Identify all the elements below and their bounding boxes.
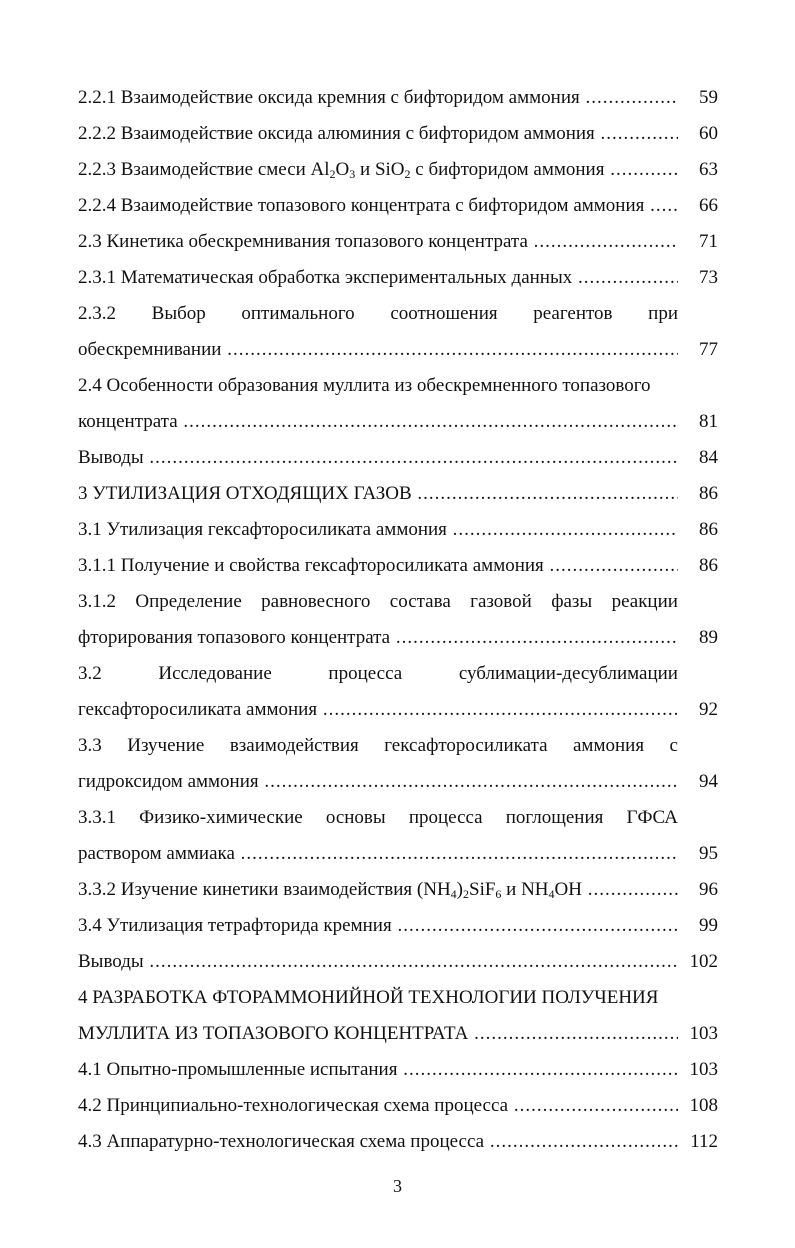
toc-entry-page: 96 (699, 879, 718, 900)
toc-entry-title: 3.3 Изучение взаимодействия гексафторосиликата аммония с (78, 735, 678, 756)
toc-entry[interactable] (72, 1019, 720, 1049)
toc-entry[interactable] (72, 1127, 720, 1157)
toc-entry-page: 99 (699, 915, 718, 936)
toc-entry[interactable] (72, 1055, 720, 1085)
toc-entry-title: 3.3.2 Изучение кинетики взаимодействия $(NH_4)_2SiF_6$ и $NH_4OH$ ..... (78, 875, 678, 905)
toc-entry[interactable] (72, 407, 720, 437)
toc-entry[interactable] (72, 623, 720, 653)
toc-entry[interactable] (72, 191, 720, 221)
toc-entry[interactable] (72, 1091, 720, 1121)
toc-entry-title: раствором аммиака ..... (78, 839, 678, 869)
toc-entry[interactable] (72, 479, 720, 509)
toc-entry-page: 103 (689, 1023, 718, 1044)
toc-entry-page: 84 (699, 447, 718, 468)
toc-entry-title: 2.3.2 Выбор оптимального соотношения реагентов при (78, 303, 678, 324)
toc-entry[interactable] (72, 227, 720, 257)
toc-entry-first-line[interactable] (72, 587, 720, 617)
toc-entry[interactable] (72, 83, 720, 113)
toc-entry-page: 63 (699, 159, 718, 180)
toc-entry[interactable] (72, 443, 720, 473)
toc-entry-title: 4 РАЗРАБОТКА ФТОРАММОНИЙНОЙ ТЕХНОЛОГИИ ПОЛУЧЕНИЯ (78, 987, 659, 1008)
toc-entry-title: 2.2.4 Взаимодействие топазового концентрата с бифторидом аммония ..... (78, 191, 678, 221)
toc-entry-page: 81 (699, 411, 718, 432)
toc-entry-title: 2.2.1 Взаимодействие оксида кремния с бифторидом аммония ..... (78, 83, 678, 113)
toc-entry-page: 92 (699, 699, 718, 720)
toc-entry[interactable] (72, 515, 720, 545)
toc-entry-page: 86 (699, 519, 718, 540)
toc-entry-page: 95 (699, 843, 718, 864)
toc-entry-title: 2.4 Особенности образования муллита из обескремненного топазового (78, 375, 651, 396)
toc-entry-title: концентрата ..... (78, 407, 678, 437)
toc-entry[interactable] (72, 947, 720, 977)
toc-entry-page: 102 (689, 951, 718, 972)
toc-entry-page: 71 (699, 231, 718, 252)
toc-entry[interactable] (72, 911, 720, 941)
toc-entry-title: 3.4 Утилизация тетрафторида кремния ..... (78, 911, 678, 941)
toc-entry-first-line[interactable] (72, 371, 720, 401)
toc-entry-title: МУЛЛИТА ИЗ ТОПАЗОВОГО КОНЦЕНТРАТА ..... (78, 1019, 678, 1049)
toc-entry[interactable] (72, 263, 720, 293)
toc-entry-title: 3.1 Утилизация гексафторосиликата аммония ..... (78, 515, 678, 545)
toc-entry-page: 59 (699, 87, 718, 108)
toc-entry-page: 89 (699, 627, 718, 648)
toc-entry[interactable] (72, 155, 720, 185)
toc-entry-first-line[interactable] (72, 803, 720, 833)
toc-entry-title: Выводы ..... (78, 443, 678, 473)
toc-entry-title: обескремнивании ..... (78, 335, 678, 365)
toc-entry-page: 103 (689, 1059, 718, 1080)
toc-entry[interactable] (72, 839, 720, 869)
toc-entry-first-line[interactable] (72, 983, 720, 1013)
toc-entry[interactable] (72, 119, 720, 149)
toc-entry-title: 2.3 Кинетика обескремнивания топазового концентрата ..... (78, 227, 678, 257)
toc-entry-title: 3.3.1 Физико-химические основы процесса поглощения ГФСА (78, 807, 678, 828)
toc-entry-page: 94 (699, 771, 718, 792)
toc-entry-first-line[interactable] (72, 731, 720, 761)
toc-entry-page: 60 (699, 123, 718, 144)
toc-entry-page: 66 (699, 195, 718, 216)
toc-entry-title: 4.1 Опытно-промышленные испытания ..... (78, 1055, 678, 1085)
toc-entry-title: 3.2 Исследование процесса сублимации-десублимации (78, 663, 678, 684)
toc-entry-title: Выводы ..... (78, 947, 678, 977)
toc-entry-title: 2.2.3 Взаимодействие смеси $Al_2O_3$ и SiO$_2$ с бифторидом аммония ..... (78, 155, 678, 185)
toc-entry-page: 77 (699, 339, 718, 360)
page-number-footer: 3 (393, 1176, 402, 1196)
toc-entry-page: 73 (699, 267, 718, 288)
toc-entry-page: 108 (689, 1095, 718, 1116)
toc-entry-title: 3.1.2 Определение равновесного состава газовой фазы реакции (78, 591, 678, 612)
toc-entry-title: 3 УТИЛИЗАЦИЯ ОТХОДЯЩИХ ГАЗОВ ..... (78, 479, 678, 509)
toc-entry-title: 4.3 Аппаратурно-технологическая схема процесса ..... (78, 1127, 678, 1157)
toc-entry-first-line[interactable] (72, 659, 720, 689)
toc-entry-title: 3.1.1 Получение и свойства гексафторосиликата аммония ..... (78, 551, 678, 581)
toc-entry[interactable] (72, 875, 720, 905)
toc-entry-title: гидроксидом аммония ..... (78, 767, 678, 797)
toc-entry[interactable] (72, 695, 720, 725)
toc-entry-page: 86 (699, 555, 718, 576)
toc-entry-page: 86 (699, 483, 718, 504)
toc-entry-title: фторирования топазового концентрата ..... (78, 623, 678, 653)
toc-entry-title: 4.2 Принципиально-технологическая схема процесса ..... (78, 1091, 678, 1121)
toc-entry[interactable] (72, 767, 720, 797)
toc-entry[interactable] (72, 335, 720, 365)
toc-entry-first-line[interactable] (72, 299, 720, 329)
toc-entry-page: 112 (690, 1131, 718, 1152)
toc-entry-title: 2.3.1 Математическая обработка экспериментальных данных ..... (78, 263, 678, 293)
toc-entry-title: 2.2.2 Взаимодействие оксида алюминия с бифторидом аммония ..... (78, 119, 678, 149)
toc-entry-title: гексафторосиликата аммония ..... (78, 695, 678, 725)
toc-entry[interactable] (72, 551, 720, 581)
